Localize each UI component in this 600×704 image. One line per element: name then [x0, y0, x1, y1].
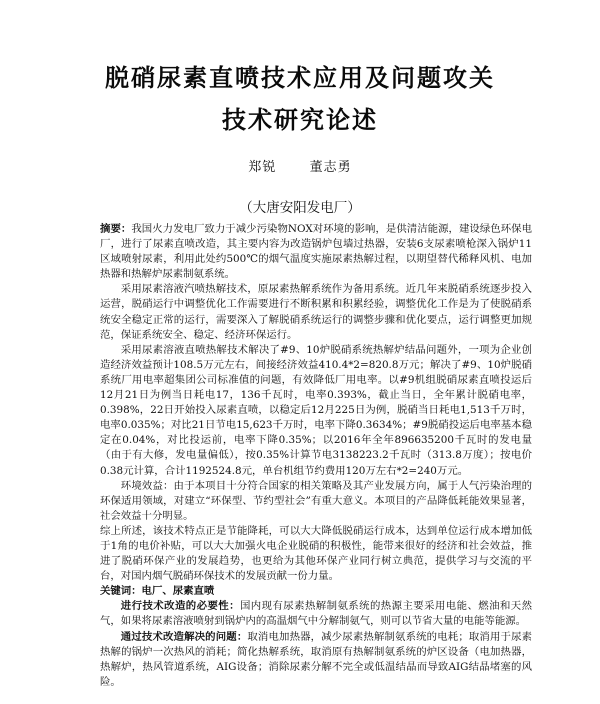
abstract-text: 我国火力发电厂致力于减少污染物NOX对环境的影响，是供清洁能源，建设绿色环保电厂，进行了尿素直喷改造，其主要内容为改造锅炉包墙过热器，安装6支尿素喷枪深入锅炉11区域喷射尿素，利用此处约500℃的烟气温度实施尿素热解过程，以期望替代稀释风机、电加热器和热解炉尿素制氨系统。	[100, 223, 532, 281]
title-line-2: 技术研究论述	[222, 106, 378, 134]
abstract	[100, 222, 532, 282]
paragraph-1: 采用尿素溶液汽喷热解技术，原尿素热解系统作为备用系统。近几年来脱硝系统逐步投入运营，脱硝运行中调整优化工作需要进行不断积累和积累经验，调整优化工作是为了使脱硝系统安全稳定正常的运行，需要深入了解脱硝系统运行的调整步骤和优化要点，运行调整更加规范，保证系统安全、稳定、经济环保运行。	[100, 283, 532, 341]
section-necessity	[100, 599, 532, 629]
paragraph-4: 综上所述，该技术特点正是节能降耗，可以大大降低脱硝运行成本，达到单位运行成本增加低于1角的电价补贴，可以大大加强火电企业脱硝的积极性，能带来很好的经济和社会效益，推进了脱硝环保产业的发展趋势，也更给为其他环保产业同行树立典范，提供学习与交流的平台，对国内烟气脱硝环保技术的发展贡献一份力量。	[100, 524, 532, 583]
title-line-1: 脱硝尿素直喷技术应用及问题攻关	[105, 64, 495, 92]
author-1: 郑锐	[248, 160, 277, 175]
section-problems-text: 取消电加热器，减少尿素热解制氨系统的电耗；取消用于尿素热解的锅炉一次热风的消耗；简化热解系统，取消原有热解制氨系统的炉区设备（电加热器，热解炉，热风管道系统，AIG设备；消除尿素分解不完全或低温结晶而导致AIG结晶堵塞的风险。	[100, 630, 533, 688]
affiliation: （大唐安阳发电厂）	[239, 200, 361, 216]
paragraph-2: 采用尿素溶液直喷热解技术解决了#9、10炉脱硝系统热解炉结晶问题外，一项为企业创造经济效益预计108.5万元左右，间接经济效益410.4*2=820.8万元；解决了#9、10炉脱硝系统厂用电率超集团公司标准值的问题，有效降低厂用电率。以#9机组脱硝尿素直喷投运后12月21日为例当日耗电17，136千瓦时，电率0.393%，截止当日，全年累计脱硝电率，0.398%，22日开始投入尿素直喷，以稳定后12月225日为例，脱硝当日耗电1,513千万时，电率0.035%；对比21日节电15,623千万时，电率下降0.3634%；#9脱硝投运后电率基本稳定在0.04%，对比投运前，电率下降0.35%；以2016年全年896635200千瓦时的发电量（由于有大修，发电量偏低），按0.35%计算节电3138223.2千瓦时（313.8万度）；按电价0.38元计算，合计1192524.8元，单台机组节约费用120万左右*2=240万元。	[100, 343, 532, 477]
paragraph-3: 环境效益：由于本项目十分符合国家的相关策略及其产业发展方向，属于人气污染治理的环保适用领域，对建立“环保型、节约型社会”有重大意义。本项目的产品降低耗能效果显著，社会效益十分明显。	[100, 479, 532, 522]
authors	[0, 156, 600, 175]
section-problems	[100, 630, 532, 690]
body-text	[100, 222, 532, 690]
section-necessity-label: 进行技术改造的必要性：	[120, 600, 240, 613]
abstract-label: 摘要：	[100, 223, 132, 235]
keywords: 关键词：电厂、尿素直喷	[100, 585, 215, 598]
section-problems-label: 通过技术改造解决的问题：	[120, 630, 248, 643]
section-necessity-text: 国内现有尿素热解制氨系统的热源主要采用电能、燃油和天然气，如果将尿素溶液喷射到锅炉内的高温烟气中分解制氨气，则可以节省大量的电能等能源。	[100, 600, 533, 628]
author-2: 董志勇	[309, 160, 352, 175]
